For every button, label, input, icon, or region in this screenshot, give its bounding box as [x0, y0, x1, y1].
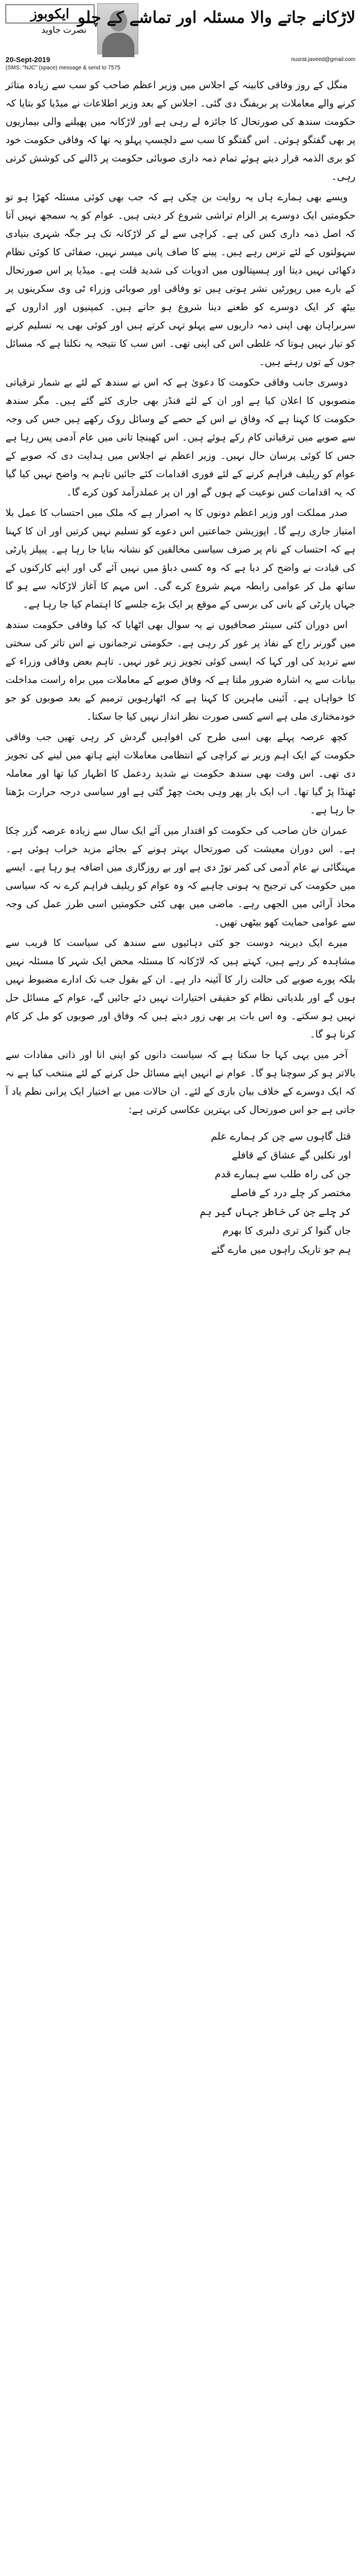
- column-logo: ایکوبوز: [6, 4, 94, 23]
- poem-line: کر چلے جن کی خاطر جہاں گیر ہم: [199, 1206, 351, 1218]
- poem-line: قتل گاہوں سے چن کر ہمارے علم: [210, 1131, 351, 1142]
- author-email[interactable]: nusrat.javeed@gmail.com: [291, 57, 355, 63]
- paragraph: کچھ عرصہ پہلے بھی اسی طرح کی افواہیں گردش کر رہی تھیں جب وفاقی حکومت کے ایک اہم وزیر نے کراچی کے انتظامی معاملات اپنے ہاتھ میں لینے کی تجویز دی تھی۔ اس وقت بھی سندھ حکومت نے شدید ردعمل کا اظہار کیا تھا اور معاملہ ٹھنڈا پڑ گیا تھا۔ اب ایک بار پھر وہی بحث چھڑ گئی ہے اور سیاسی درجہ حرارت بڑھتا جا رہا ہے۔: [6, 732, 355, 816]
- photo-body-shape: [102, 33, 134, 57]
- article-body: [6, 77, 355, 1259]
- paragraph: میرے ایک دیرینہ دوست جو کئی دہائیوں سے سندھ کی سیاست کا قریب سے مشاہدہ کر رہے ہیں، کہتے ہیں کہ لاڑکانہ کا مسئلہ محض ایک شہر کا مسئلہ نہیں بلکہ پورے صوبے کی حالت زار کا آئینہ دار ہے۔ ان کے بقول جب تک ادارے مضبوط نہیں ہوں گے اور بلدیاتی نظام کو حقیقی اختیارات نہیں دئے جائیں گے، عوام کے مسائل حل نہیں ہو سکتے۔ وہ اس بات پر بھی زور دیتے ہیں کہ وفاق اور صوبوں کو مل کر کام کرنا ہو گا۔: [6, 938, 355, 1040]
- poem-line: اور نکلیں گے عشاق کے قافلے: [232, 1150, 351, 1161]
- author-name: نصرت جاوید: [41, 26, 87, 35]
- article-headline: لاڑکانے جاتے والا مسئلہ اور تماشے کے چلو: [77, 8, 355, 27]
- paragraph: منگل کے روز وفاقی کابینہ کے اجلاس میں وزیر اعظم صاحب کو سب سے زیادہ متاثر کرنے والے معاملات پر بریفنگ دی گئی۔ اجلاس کے بعد وزیر اطلاعات نے میڈیا کو بتایا کہ حکومت سندھ کی صورتحال کا جائزہ لے رہی ہے اور لاڑکانہ میں پھیلنے والی بیماریوں پر بھی گفتگو ہوئی۔ اس گفتگو کا سب سے دلچسپ پہلو یہ تھا کہ وفاقی حکومت خود کو بری الذمہ قرار دیتے ہوئے تمام ذمہ داری صوبائی حکومت پر ڈالنے کی کوشش کرتی رہی۔: [6, 80, 355, 183]
- paragraph: دوسری جانب وفاقی حکومت کا دعویٰ ہے کہ اس نے سندھ کے لئے بے شمار ترقیاتی منصوبوں کا اعلان کیا ہے اور ان کے لئے فنڈز بھی جاری کئے گئے ہیں۔ مگر سندھ حکومت کا کہنا ہے کہ وفاق نے اس کے حصے کے وسائل روک رکھے ہیں جس کی وجہ سے صوبے میں ترقیاتی کام رکے ہوئے ہیں۔ اس کھینچا تانی میں عام آدمی پس رہا ہے جس کا کوئی پرسان حال نہیں۔ وزیر اعظم نے اجلاس میں ہدایت دی کہ صوبے کے عوام کو ریلیف فراہم کرنے کے لئے فوری اقدامات کئے جائیں تاہم یہ واضح نہیں کیا گیا کہ یہ اقدامات کس نوعیت کے ہوں گے اور ان پر عملدرآمد کون کرے گا۔: [6, 377, 355, 498]
- paragraph: عمران خان صاحب کی حکومت کو اقتدار میں آئے ایک سال سے زیادہ عرصہ گزر چکا ہے۔ اس دوران معیشت کی صورتحال بہتر ہونے کے بجائے مزید خراب ہوئی ہے۔ مہنگائی نے عام آدمی کی کمر توڑ دی ہے اور بے روزگاری میں اضافہ ہو رہا ہے۔ ایسے میں حکومت کی ترجیح یہ ہونی چاہیے کہ وہ عوام کو ریلیف فراہم کرے نہ کہ سیاسی محاذ آرائی میں الجھی رہے۔ ماضی میں بھی کئی حکومتیں اسی طرز عمل کی وجہ سے عوامی حمایت کھو بیٹھی تھیں۔: [6, 826, 355, 928]
- paragraph: آخر میں یہی کہا جا سکتا ہے کہ سیاست دانوں کو اپنی انا اور ذاتی مفادات سے بالاتر ہو کر سوچنا ہو گا۔ عوام نے انہیں اپنے مسائل حل کرنے کے لئے منتخب کیا ہے نہ کہ ایک دوسرے کے خلاف بیان بازی کے لئے۔ ان حالات میں بے اختیار ایک پرانی نظم یاد آ جاتی ہے جو اس صورتحال کی بہترین عکاسی کرتی ہے:: [6, 1050, 355, 1116]
- poem-line: جن کی راہ طلب سے ہمارے قدم: [214, 1168, 351, 1180]
- publish-date: 20-Sept-2019: [6, 55, 51, 64]
- sms-instructions: (SMS: "NJC" (space) message & send to 7575: [6, 65, 121, 71]
- paragraph: صدر مملکت اور وزیر اعظم دونوں کا یہ اصرار ہے کہ ملک میں احتساب کا عمل بلا امتیاز جاری رہے گا۔ اپوزیشن جماعتیں اس دعوے کو تسلیم نہیں کرتیں اور ان کا کہنا ہے کہ احتساب کے نام پر صرف سیاسی مخالفین کو نشانہ بنایا جا رہا ہے۔ پیپلز پارٹی کی قیادت نے واضح کر دیا ہے کہ وہ کسی دباؤ میں نہیں آئے گی اور اپنے کارکنوں کے ساتھ مل کر عوامی رابطہ مہم شروع کرے گی۔ اس مہم کا آغاز لاڑکانہ سے ہو گا جہاں پارٹی کے بانی کی برسی کے موقع پر ایک بڑے جلسے کا اہتمام کیا جا رہا ہے۔: [6, 508, 355, 610]
- paragraph: اس دوران کئی سینئر صحافیوں نے یہ سوال بھی اٹھایا کہ کیا وفاقی حکومت سندھ میں گورنر راج کے نفاذ پر غور کر رہی ہے۔ حکومتی ترجمانوں نے اس تاثر کی سختی سے تردید کی اور کہا کہ ایسی کوئی تجویز زیر غور نہیں۔ تاہم بعض وفاقی وزراء کے بیانات سے یہ اشارہ ضرور ملتا ہے کہ وفاق صوبے کے معاملات میں براہ راست مداخلت کا خواہاں ہے۔ آئینی ماہرین کا کہنا ہے کہ اٹھارہویں ترمیم کے بعد صوبوں کو جو خودمختاری ملی ہے اسے کسی صورت نظر انداز نہیں کیا جا سکتا۔: [6, 620, 355, 722]
- poem-line: جاں گنوا کر تری دلبری کا بھرم: [222, 1225, 351, 1237]
- paragraph: ویسے بھی ہمارے ہاں یہ روایت بن چکی ہے کہ جب بھی کوئی مسئلہ کھڑا ہو تو حکومتیں ایک دوسرے پر الزام تراشی شروع کر دیتی ہیں۔ عوام کو یہ سمجھ نہیں آتا کہ اصل ذمہ داری کس کی ہے۔ کراچی سے لے کر لاڑکانہ تک ہر جگہ شہری بنیادی سہولتوں کے لئے ترس رہے ہیں۔ پینے کا صاف پانی میسر نہیں، صفائی کا کوئی نظام دکھائی نہیں دیتا اور ہسپتالوں میں ادویات کی شدید قلت ہے۔ میڈیا پر اس صورتحال کے بارے میں رپورٹیں نشر ہوتی ہیں تو وفاقی اور صوبائی وزراء ٹی وی سکرینوں پر بیٹھ کر ایک دوسرے کو طعنے دینا شروع ہو جاتے ہیں۔ کمپنیوں اور اداروں کے سربراہان بھی اپنی ذمہ داریوں سے پہلو تہی کرتے ہیں اور کوئی بھی یہ تسلیم کرنے کو تیار نہیں ہوتا کہ غلطی اس کی اپنی تھی۔ اس سب کا نتیجہ یہ نکلتا ہے کہ مسائل جوں کے توں رہتے ہیں۔: [6, 192, 355, 368]
- poem-line: مختصر کر چلے درد کے فاصلے: [230, 1187, 351, 1199]
- poem-line: ہم جو تاریک راہوں میں مارے گئے: [210, 1244, 351, 1256]
- closing-poem: [6, 1127, 355, 1259]
